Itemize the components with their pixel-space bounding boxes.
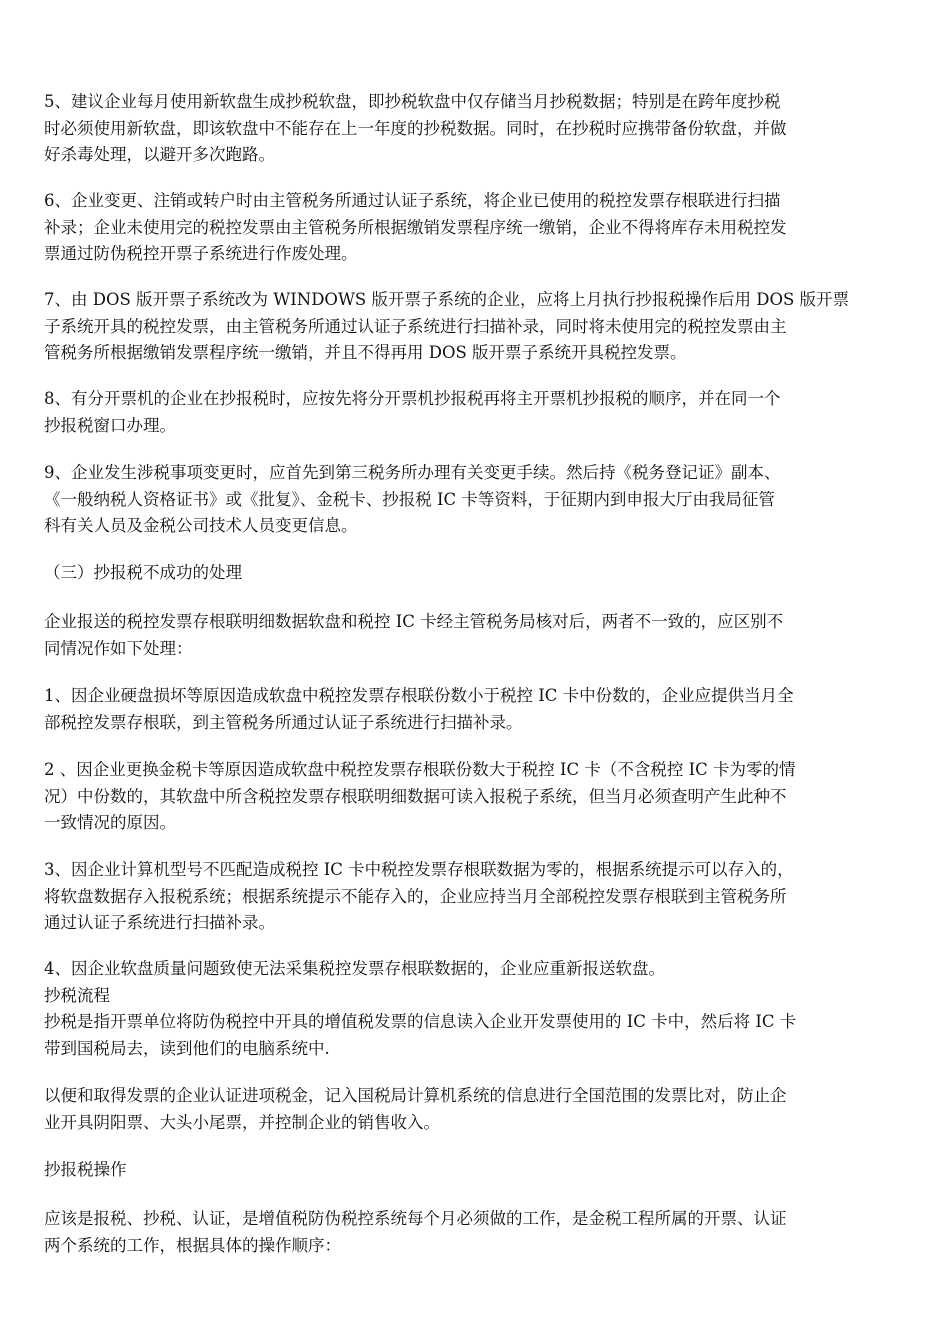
text-line: 业开具阴阳票、大头小尾票，并控制企业的销售收入。 [44, 1112, 440, 1132]
text-line: 票通过防伪税控开票子系统进行作废处理。 [44, 244, 358, 263]
text-line: 部税控发票存根联，到主管税务所通过认证子系统进行扫描补录。 [44, 712, 523, 732]
paragraph-operation [44, 1206, 910, 1259]
text-line: 企业报送的税控发票存根联明细数据软盘和税控 IC 卡经主管税务局核对后，两者不一致的，应区别不 [44, 612, 784, 631]
paragraph-item-7 [44, 287, 910, 367]
text-line: 将软盘数据存入报税系统；根据系统提示不能存入的，企业应持当月全部税控发票存根联到主管税务所 [44, 886, 787, 906]
subheading-operation [44, 1157, 910, 1184]
text-line: 9、企业发生涉税事项变更时，应首先到第三税务所办理有关变更手续。然后持《税务登记证》副本、 [44, 463, 781, 482]
text-line: 应该是报税、抄税、认证，是增值税防伪税控系统每个月必须做的工作，是金税工程所属的开票、认证 [44, 1209, 787, 1228]
text-line: 通过认证子系统进行扫描补录。 [44, 913, 275, 932]
text-line: 抄税是指开票单位将防伪税控中开具的增值税发票的信息读入企业开发票使用的 IC 卡中，然后将 IC 卡 [44, 1012, 797, 1031]
text-line: 子系统开具的税控发票，由主管税务所通过认证子系统进行扫描补录，同时将未使用完的税控发票由主 [44, 316, 787, 336]
text-line: 好杀毒处理，以避开多次跑路。 [44, 145, 275, 164]
text-line: 《一般纳税人资格证书》或《批复》、金税卡、抄报税 IC 卡等资料，于征期内到申报大厅由我局征管 [44, 489, 775, 509]
text-line: 带到国税局去，读到他们的电脑系统中. [44, 1038, 330, 1058]
text-line: 以便和取得发票的企业认证进项税金，记入国税局计算机系统的信息进行全国范围的发票比对，防止企 [44, 1086, 787, 1105]
text-line: 两个系统的工作，根据具体的操作顺序： [44, 1235, 341, 1255]
paragraph-purpose [44, 1083, 910, 1136]
text-line: 一致情况的原因。 [44, 813, 176, 832]
text-line: 2 、因企业更换金税卡等原因造成软盘中税控发票存根联份数大于税控 IC 卡（不含税控 IC 卡为零的情 [44, 760, 796, 779]
paragraph-item-3 [44, 857, 910, 937]
text-line: 4、因企业软盘质量问题致使无法采集税控发票存根联数据的，企业应重新报送软盘。 [44, 959, 665, 978]
text-line: 7、由 DOS 版开票子系统改为 WINDOWS 版开票子系统的企业，应将上月执行抄报税操作后用 DOS 版开票 [44, 290, 850, 309]
text-line: 管税务所根据缴销发票程序统一缴销，并且不得再用 DOS 版开票子系统开具税控发票。 [44, 343, 687, 362]
text-line: 时必须使用新软盘，即该软盘中不能存在上一年度的抄税数据。同时，在抄税时应携带备份软盘，并做 [44, 118, 787, 138]
paragraph-item-5 [44, 89, 910, 169]
text-line: 3、因企业计算机型号不匹配造成税控 IC 卡中税控发票存根联数据为零的，根据系统提示可以存入的， [44, 860, 794, 879]
text-line: 8、有分开票机的企业在抄报税时，应按先将分开票机抄报税再将主开票机抄报税的顺序，并在同一个 [44, 389, 781, 408]
subheading-line: 抄税流程 [44, 985, 110, 1005]
paragraph-item-9 [44, 460, 910, 540]
text-line: 抄报税窗口办理。 [44, 415, 176, 435]
subheading-line: 抄报税操作 [44, 1160, 127, 1179]
text-line: 6、企业变更、注销或转户时由主管税务所通过认证子系统，将企业已使用的税控发票存根联进行扫描 [44, 191, 781, 210]
text-line: 1、因企业硬盘损坏等原因造成软盘中税控发票存根联份数小于税控 IC 卡中份数的，企业应提供当月全 [44, 686, 794, 705]
paragraph-item-8 [44, 386, 910, 439]
text-line: 补录；企业未使用完的税控发票由主管税务所根据缴销发票程序统一缴销，企业不得将库存未用税控发 [44, 217, 787, 237]
heading-line: （三）抄报税不成功的处理 [44, 563, 242, 582]
text-line: 科有关人员及金税公司技术人员变更信息。 [44, 516, 358, 535]
text-line: 同情况作如下处理： [44, 638, 193, 658]
paragraph-item-1 [44, 683, 910, 736]
section-heading-3 [44, 560, 910, 587]
paragraph-intro [44, 609, 910, 662]
text-line: 5、建议企业每月使用新软盘生成抄税软盘，即抄税软盘中仅存储当月抄税数据；特别是在跨年度抄税 [44, 92, 781, 111]
paragraph-item-6 [44, 188, 910, 268]
paragraph-item-4-and-process [44, 956, 910, 1062]
text-line: 况）中份数的，其软盘中所含税控发票存根联明细数据可读入报税子系统，但当月必须查明产生此种不 [44, 786, 787, 806]
paragraph-item-2 [44, 757, 910, 837]
